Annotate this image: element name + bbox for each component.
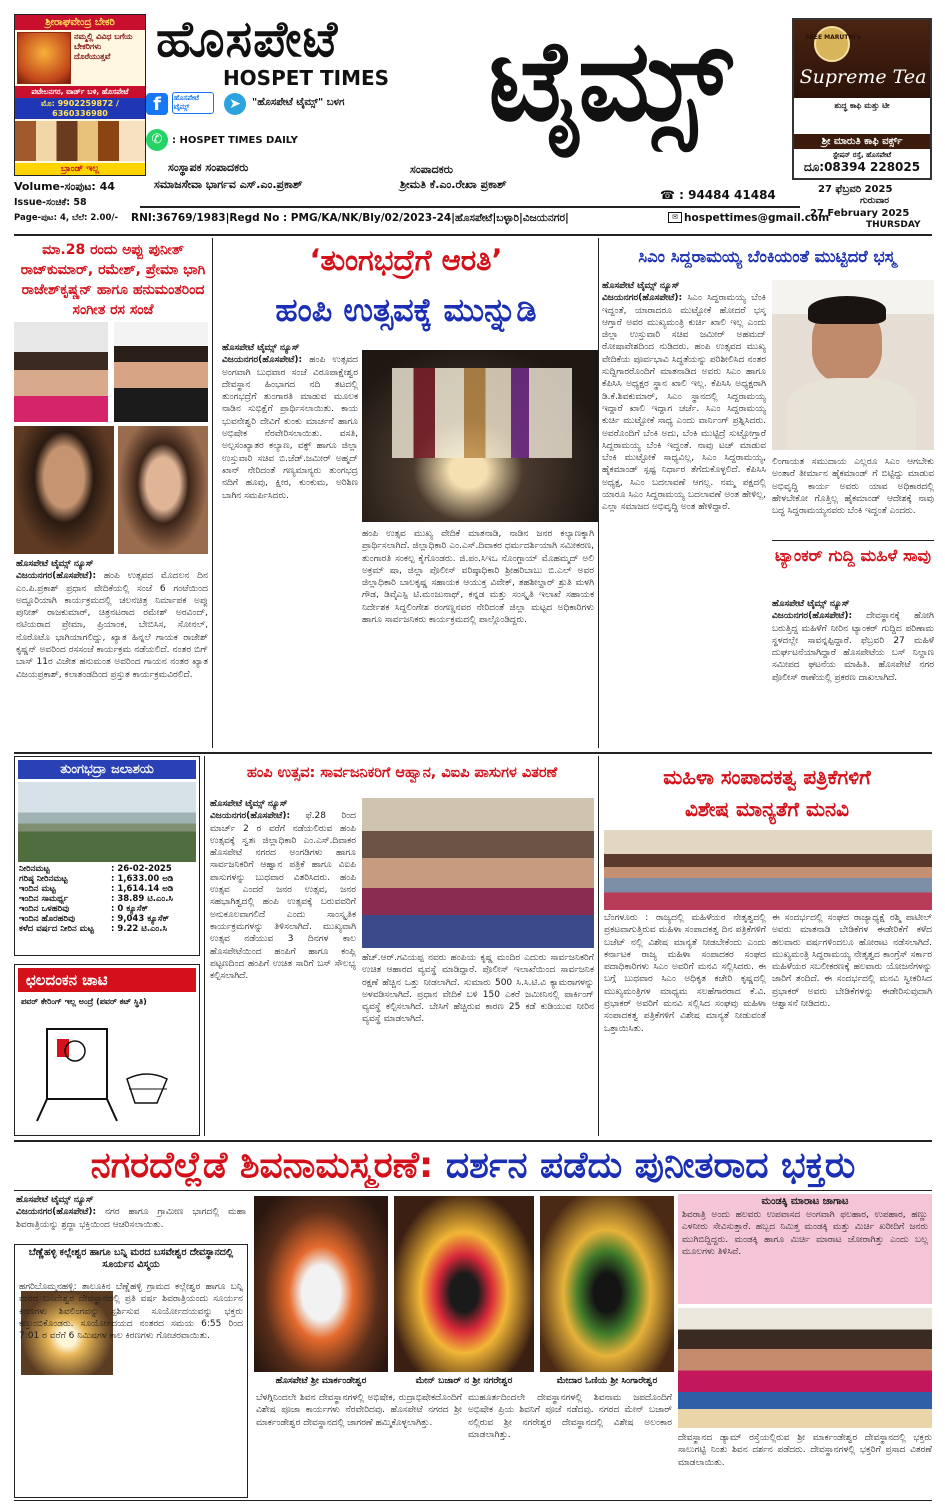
dam-row xyxy=(19,894,195,904)
hampi-pass-dateline: ವಿಜಯನಗರ(ಹೊಸಪೇಟೆ): xyxy=(210,811,291,822)
dam-row-label: ಕಳೆದ ವರ್ಷದ ನೀರಿನ ಮಟ್ಟ xyxy=(19,924,94,934)
mandakki-body: ಶಿವರಾತ್ರಿ ಅಂದು ಹಲವರು ಉಪವಾಸದ ಅಂಗವಾಗಿ ಫಲಹಾರ, ಉಪಹಾರ, ಹಣ್ಣು ಎಳನೀರು ಸೇವಿಸುತ್ತಾರೆ. ಹಬ್ಬದ ನಿಮಿತ್ತ ಮಂಡಕ್ಕಿ ಮತ್ತು ಮಿರ್ಚಿ ಖರೀದಿಗೆ ಜನರು ಮುಗಿಬಿದ್ದಿದ್ದರು. ಮಂಡಕ್ಕಿ ಹಾಗೂ ಮಿರ್ಚಿ ಮಾರಾಟ ಜೋರಾಗಿತ್ತು ಎಂದು ಬಲ್ಲ ಮೂಲಗಳು ತಿಳಿಸಿವೆ. xyxy=(682,1210,928,1257)
right-ad-brand: Supreme Tea xyxy=(799,66,927,88)
banner-part1: ನಗರದೆಲ್ಲೆಡೆ ಶಿವನಾಮಸ್ಮರಣೆ: xyxy=(90,1145,434,1186)
volume: Volume-ಸಂಪುಟ: 44 xyxy=(14,180,115,193)
center-story-col-b: ಹಂಪಿ ಉತ್ಸವ ಮುಖ್ಯ ವೇದಿಕೆ ಮಾತನಾಡಿ, ನಾಡಿನ ಜನರ ಕಲ್ಯಾಣಕ್ಕಾಗಿ ಪ್ರಾರ್ಥಿಸಲಾಗಿದೆ. ಜಿಲ್ಲಾಧಿಕಾರಿ ಎಂ.ಎಸ್.ದಿವಾಕರ ಧರ್ಮದರ್ಶಿಯಾಗಿ ಸಮೀಕರಣ, ತುಂಗಾರತಿ ಸಂಕಲ್ಪ ಕೈಗೊಂಡರು. ಜಿ.ಪಂ.ಸಿಇಒ ನೊಂಗ್ಜಾಯ್ ಮೊಹಮ್ಮದ್ ಅಲಿ ಅಕ್ರಮ್ ಷಾ, ಜಿಲ್ಲಾ ಪೊಲೀಸ್ ವರಿಷ್ಠಾಧಿಕಾರಿ ಶ್ರೀಹರಿಬಾಬು ಬಿ.ಎಲ್ ಅವರ ಜಿಲ್ಲಾಧಿಕಾರಿ ಬಾಲಕೃಷ್ಣ ಸಹಾಯಕ ಆಯುಕ್ತ ವಿವೇಕ್, ತಹಶೀಲ್ದಾರ್ ಶ್ರುತಿ ಮಳಗಿ ಗೌಡ, ಡಿವೈಎಸ್ಪಿ ಟಿ.ಮಂಜುನಾಥ್, ಕನ್ನಡ ಮತ್ತು ಸಂಸ್ಕೃತಿ ಇಲಾಖೆ ಸಹಾಯಕ ನಿರ್ದೇಶಕ ಸಿದ್ದಲಿಂಗೇಶ ರಂಗಣ್ಣನವರ ನೇರಿದಂತೆ ಜಿಲ್ಲಾ ಮಟ್ಟದ ಅಧಿಕಾರಿಗಳು ಹಾಗೂ ಸಾರ್ವಜನಿಕರು ಕಾರ್ಯಕ್ರಮದಲ್ಲಿ ಪಾಲ್ಗೊಂಡಿದ್ದರು. xyxy=(362,529,594,626)
tea-emblem xyxy=(814,26,850,62)
dam-row-value: : 38.89 ಟಿ.ಎಂ.ಸಿ xyxy=(111,894,173,904)
dam-row-value: : 1,633.00 ಅಡಿ xyxy=(111,874,174,884)
hampi-pass-col-a xyxy=(210,798,356,1140)
left-ad-line3: ದೊರೆಯುತ್ತವೆ xyxy=(74,52,111,61)
founder-label: ಸಂಸ್ಥಾಪಕ ಸಂಪಾದಕರು xyxy=(168,161,249,174)
tanker-text: ದೇವಸ್ಥಾನಕ್ಕೆ ಹೋಗಿ ಬರುತ್ತಿದ್ದ ಮಹಿಳೆಗೆ ನೀರಿನ ಟ್ಯಾಂಕರ್ ಗುದ್ದಿದ ಪರಿಣಾಮ ಸ್ಥಳದಲ್ಲೇ ಸಾವನ್ನಪ್ಪಿದ್ದಾರೆ. ಫೆಬ್ರವರಿ 27 ಮಹಿಳೆ ದುರ್ಘಟನೆಯಾಗಿದ್ದಾರೆ ಹೊಸಪೇಟೆಯ ಬಸ್ ನಿಲ್ದಾಣ ಸಮೀಪದ ಘಟನೆಯ ಮಾಹಿತಿ. ಹೊಸಪೇಟೆ ನಗರ ಪೊಲೀಸ್ ಠಾಣೆಯಲ್ಲಿ ಪ್ರಕರಣ ದಾಖಲಾಗಿದೆ. xyxy=(772,611,934,683)
tanker-headline: ಟ್ಯಾಂಕರ್ ಗುದ್ದಿ ಮಹಿಳೆ ಸಾವು xyxy=(772,540,934,568)
section-rule-1 xyxy=(14,752,932,754)
bottom-dateline: ವಿಜಯನಗರ(ಹೊಸಪೇಟೆ): xyxy=(16,1207,97,1218)
cartoon-drawing xyxy=(17,1009,197,1125)
whatsapp-label: : HOSPET TIMES DAILY xyxy=(172,135,298,146)
bottom-col-b: ಮುಹೂರ್ತದಿಂದಲೇ ದೇವಸ್ಥಾನಗಳಲ್ಲಿ ಶಿವನಾಮ ಜಪದೊಂದಿಗೆ ಅಭಿಷೇಕ ಪ್ರಿಯ ಶಿವನಿಗೆ ಪೂಜೆ ನಡೆದವು. ನಗರದ ಮೇನ್ ಬಜಾರ್ ನಲ್ಲಿರುವ ಶ್ರೀ ನಗರೇಶ್ವರ ದೇವಸ್ಥಾನದಲ್ಲಿ ವಿಶೇಷ ಅಲಂಕಾರ ಮಾಡಲಾಗಿತ್ತು. xyxy=(468,1393,672,1440)
masthead-title-kn-right: ಟೈಮ್ಸ್ xyxy=(488,16,732,146)
founder-name: ಸಮಾಜಸೇವಾ ಭಾರ್ಗವ ಎಸ್.ಎಂ.ಪ್ರಕಾಶ್ xyxy=(154,178,303,191)
facebook-icon[interactable]: f xyxy=(146,93,168,115)
cartoon-box xyxy=(14,964,200,1136)
bottom-col-a: ಬೆಳಗ್ಗಿನಿಂದಲೇ ಶಿವನ ದೇವಸ್ಥಾನಗಳಲ್ಲಿ ಅಭಿಷೇಕ, ರುದ್ರಾಭಿಷೇಕದೊಂದಿಗೆ ವಿಶೇಷ ಪೂಜಾ ಕಾರ್ಯಗಳು ನೆರವೇರಿದವು. ಹೊಸಪೇಟೆ ನಗರದ ಶ್ರೀ ಮಾರ್ಕಂಡೇಶ್ವರ ದೇವಸ್ಥಾನದಲ್ಲಿ ಜಾಗರಣೆ ಹಮ್ಮಿಕೊಳ್ಳಲಾಗಿತ್ತು. xyxy=(256,1393,462,1428)
phone-number: ☎ : 94484 41484 xyxy=(660,188,776,202)
left-ad-footer: ಬ್ರಾಂಡ್ ಇಲ್ಲ xyxy=(15,163,145,175)
masthead-rule-top xyxy=(140,206,800,208)
col-rule-1 xyxy=(212,238,213,748)
masthead-title-kn-left: ಹೊಸಪೇಟೆ xyxy=(156,10,339,68)
left-story-text: ಹಂಪಿ ಉತ್ಸವದ ಮೊದಲನ ದಿನ ಎಂ.ಪಿ.ಪ್ರಕಾಶ್ ಪ್ರಧಾನ ವೇದಿಕೆಯಲ್ಲಿ ಸಂಜೆ 6 ಗಂಟೆಯಿಂದ ಅದ್ದೂರಿಯಾಗಿ ಕಾರ್ಯಕ್ರಮದಲ್ಲಿ ಚಲನಚಿತ್ರ ನಿರ್ಮಾಪಕ ಅಪ್ಪು ಪುನೀತ್ ರಾಜಕುಮಾರ್, ಚಿತ್ರನಟರಾದ ರಮೇಶ್ ಅರವಿಂದ್, ನಟಿಯರಾದ ಪ್ರೇಮಾ, ಪ್ರಿಯಾಂಕ, ಬೇಬಿಸಿಸ, ಸೋನಲ್, ನೊರೊಟೊ ಭಾಗಿಯಾಗಲಿದ್ದು, ಖ್ಯಾತ ಹಿನ್ನಲೆ ಗಾಯಕ ರಾಜೇಶ್ ಕೃಷ್ಣನ್ ಅವರಿಂದ ರಸಸಂಜೆ ಕಾರ್ಯಕ್ರಮ ನಡೆಯಲಿದೆ. ನಂತರ ಬಿಗ್ ಬಾಸ್ 11ರ ವಿಜೇತ ಹನುಮಂತ ಅವರಿಂದ ಗಾಯನ ನಂತರ ಖ್ಯಾತ ವಿಜಯಪ್ರಕಾಶ್, ಕಲಾತಂಡದಿಂದ ಪ್ರಸ್ತುತ ಕಾರ್ಯಕ್ರಮವಿರಲಿದೆ. xyxy=(16,571,208,680)
dam-row xyxy=(19,864,195,874)
dam-rows xyxy=(15,862,199,936)
col-rule-4 xyxy=(598,756,599,1136)
hampi-pass-col-b: ಹೆಚ್.ಆರ್.ಗವಿಯಪ್ಪ ನವರು ಹಂಪಿಯ ಕೃಷ್ಣ ಮಂದಿರ ಎದುರು ಸಾರ್ವಜನಿಕರಿಗೆ ಉಚಿತ ಆಹಾರದ ವ್ಯವಸ್ಥೆ ಮಾಡಿದ್ದಾರೆ. ಪೊಲೀಸ್ ಇಲಾಖೆಯಿಂದ ಸಾರ್ವಜನಿಕ ರಕ್ಷಣೆ ಹೆಚ್ಚಿನ ಒತ್ತು ನೀಡಲಾಗಿದೆ. ಸುಮಾರು 500 ಸಿ.ಸಿ.ಟಿ.ವಿ ಕ್ಯಾಮರಾಗಳನ್ನು ಅಳವಡಿಸಲಾಗಿದೆ. ಪ್ರಧಾನ ವೇದಿಕೆ ಬಳಿ 150 ಎಕರೆ ಜಮೀನಿನಲ್ಲಿ ಪಾರ್ಕಿಂಗ್ ವ್ಯವಸ್ಥೆ ಕಲ್ಪಿಸಲಾಗಿದೆ. ಬೇಸಿಗೆ ಹೆಚ್ಚಿರುವ ಕಾರಣ 25 ಕಡೆ ಕುಡಿಯುವ ನೀರಿನ ವ್ಯವಸ್ಥೆ ಮಾಡಲಾಗಿದೆ. xyxy=(362,953,594,1025)
minister-photo xyxy=(772,280,934,450)
bottom-byline: ಹೊಸಪೇಟೆ ಟೈಮ್ಸ್ ನ್ಯೂಸ್ xyxy=(16,1195,94,1205)
hampi-pass-byline: ಹೊಸಪೇಟೆ ಟೈಮ್ಸ್ ನ್ಯೂಸ್ xyxy=(210,799,288,809)
dam-row-value: : 1,614.14 ಅಡಿ xyxy=(111,884,174,894)
bottom-intro-text: ನಗರ ಹಾಗೂ ಗ್ರಾಮೀಣ ಭಾಗದಲ್ಲಿ ಮಹಾ ಶಿವರಾತ್ರಿಯನ್ನು ಶ್ರದ್ಧಾ ಭಕ್ತಿಯಿಂದ ಆಚರಿಸಲಾಯಿತು. xyxy=(16,1207,246,1230)
date-en: 27 February 2025 xyxy=(810,208,910,219)
temple-caption-3: ಮೇದಾರ ಓಣಿಯ ಶ್ರೀ ಸಿಂಗಾರೇಶ್ವರ xyxy=(556,1376,658,1386)
right-ad-phone: ದೂ:08394 228025 xyxy=(803,160,921,174)
left-story-body xyxy=(16,558,208,742)
left-story-dateline: ವಿಜಯನಗರ(ಹೊಸಪೇಟೆ): xyxy=(16,571,97,582)
deity-image xyxy=(17,32,71,84)
right-ad-line1: ಶುದ್ಧ ಕಾಫಿ ಮತ್ತು ಟೀ xyxy=(834,101,890,110)
right-ad xyxy=(792,18,932,180)
temple-caption-2: ಮೇನ್ ಬಜಾರ್ ನ ಶ್ರೀ ನಗರೇಶ್ವರ xyxy=(415,1376,513,1386)
right-story-text-b: ಅವರೊಂದಿಗೆ ಬೆಂಕಿ ಅದು, ಬೆಂಕಿ ಮುಟ್ಟಿದ್ರೆ ಸುಟ್ಟೋಗ್ತಾರೆ ಸಿದ್ದರಾಮಯ್ಯ ಬೆಂಕಿ ಇದ್ದಂತೆ. ನಾವು ಟಚ್ ಮಾಡುವ ಬೆಂಕಿ ಮುಟ್ಟೋಕೆ ಸಾಧ್ಯವಿಲ್ಲ, ಸಿಎಂ ಸಿದ್ದರಾಮಯ್ಯ, ಹೈಕಮಾಂಡ್ ಸ್ಪಷ್ಟ ನಿರ್ಧಾರ ತೆಗೆದುಕೊಳ್ಳಲಿದೆ. ಕೆಪಿಸಿಸಿ ಅಧ್ಯಕ್ಷ, ಸಿಎಂ ಬದಲಾವಣೆ ಆಗಲ್ಲ. ನಮ್ಮ ಪಕ್ಷದಲ್ಲಿ ಯಾರೂ ಸಿಎಂ ಸಿದ್ದರಾಮಯ್ಯ ಬದಲಾವಣೆ ಅಂತ ಹೇಳಿಲ್ಲ, ಎಲ್ಲಾ ಸಮಾಜದ ಅಭಿವೃದ್ಧಿ ಅಂತ ಹೇಳಿದ್ದಾರೆ. xyxy=(602,428,766,513)
women-headline-2: ವಿಶೇಷ ಮಾನ್ಯತೆಗೆ ಮನವಿ xyxy=(685,797,849,821)
bottom-col-c: ದೇವಸ್ಥಾನದ ಡ್ಯಾಮ್ ರಸ್ತೆಯಲ್ಲಿರುವ ಶ್ರೀ ಮಾರ್ಕಂಡೇಶ್ವರ ದೇವಸ್ಥಾನದಲ್ಲಿ ಭಕ್ತರು ಸಾಲುಗಟ್ಟಿ ನಿಂತು ಶಿವನ ದರ್ಶನ ಪಡೆದರು. ದೇವಸ್ಥಾನಗಳಲ್ಲಿ ಭಕ್ತರಿಗೆ ಪ್ರಸಾದ ವಿತರಣೆ ಮಾಡಲಾಯಿತು. xyxy=(678,1433,932,1468)
right-story-col-c: ಲಿಂಗಾಯತ ಸಮುದಾಯ ಎಲ್ಲರೂ ಸಿಎಂ ಆಗಬೇಕು ಅಂತಾರೆ ತೀರ್ಮಾನ ಹೈಕಮಾಂಡ್ ಗೆ ಬಿಟ್ಟಿದ್ದು ಮಾಡುವ ಅಭಿವೃದ್ಧಿ ಕಾರ್ಯ ಅವರು ಯಾವ ಅಧಿಕಾರದಲ್ಲಿ ಹೇಳಬೇಕೋ ಗೊತ್ತಿಲ್ಲ ಹೈಕಮಾಂಡ್ ಆದೇಶಕ್ಕೆ ನಾವು ಬದ್ಧ ಸಿದ್ದರಾಮಯ್ಯನವರು ಬೆಂಕಿ ಇದ್ದಂತೆ ಎಂದರು. xyxy=(772,457,934,517)
facebook-label: ಹೊಸಪೇಟೆ ಟೈಮ್ಸ್ xyxy=(172,92,214,114)
cartoon-caption: ಪವರ್ ಕೇರಿಂಗ್ ಇಲ್ಲ ಅಂದ್ರೆ (ಪವರ್ ಕಟ್ ಸ್ಥಿತಿ) xyxy=(21,997,147,1006)
center-story-kicker: ‘ತುಂಗಭದ್ರೆಗೆ ಆರತಿ’ xyxy=(309,243,503,277)
bottom-sub-body: ಹಗರಿಬೊಮ್ಮನಹಳ್ಳಿ: ತಾಲೂಕಿನ ಬೆಣ್ಣೆಹಳ್ಳಿ ಗ್ರಾಮದ ಕಲ್ಲೇಶ್ವರ ಹಾಗೂ ಬನ್ನಿ ಮರದ ಬಸವೇಶ್ವರ ದೇವಸ್ಥಾನದಲ್ಲಿ ಪ್ರತಿ ವರ್ಷ ಶಿವರಾತ್ರಿಯಂದು ಸೂರ್ಯನ ಕಿರಣಗಳು ಶಿವಲಿಂಗವನ್ನು ಸ್ಪರ್ಶಿಸುವ ಸೂರ್ಯೋದಯವನ್ನು ಭಕ್ತರು ಕಣ್ತುಂಬಿಕೊಂಡರು. ಸೂರ್ಯೋದಯದ ನಂತರದ ಸಮಯ 6:55 ರಿಂದ 7:01 ರ ವರೆಗೆ 6 ನಿಮಿಷಗಳ ಕಾಲ ಕಿರಣಗಳು ಗೋಚರವಾಯಿತು. xyxy=(19,1282,243,1342)
registration-line: RNI:36769/1983|Regd No : PMG/KA/NK/Bly/02/2023-24|ಹೊಸಪೇಟೆ|ಬಳ್ಳಾರಿ|ವಿಜಯನಗರ| xyxy=(131,212,569,224)
telegram-icon[interactable]: ➤ xyxy=(224,93,246,115)
right-ad-address: ಸ್ಟೇಷನ್ ರಸ್ತೆ, ಹೊಸಪೇಟೆ xyxy=(832,151,892,159)
left-ad-line2: ನಮ್ಮಲ್ಲಿ ವಿವಿಧ ಬಗೆಯ ಬೇಕರಿಗಳು xyxy=(74,32,133,51)
center-story-headline: ಹಂಪಿ ಉತ್ಸವಕ್ಕೆ ಮುನ್ನುಡಿ xyxy=(275,291,537,329)
email-icon[interactable]: ✉ xyxy=(668,212,682,223)
center-story-col-a xyxy=(222,342,358,528)
dam-row-label: ಇಂದಿನ ಸಾಮರ್ಥ್ಯ xyxy=(19,894,69,904)
dam-row xyxy=(19,884,195,894)
pages-price: Page-ಪುಟ: 4, ಬೆಲೆ: 2.00/- xyxy=(14,213,119,223)
dam-row xyxy=(19,904,195,914)
date-kn: 27 ಫೆಬ್ರವರಿ 2025 xyxy=(818,184,893,195)
right-ad-shop: ಶ್ರೀ ಮಾರುತಿ ಕಾಫಿ ವರ್ಕ್ಸ್ xyxy=(794,134,930,149)
email-address[interactable]: hospettimes@gmail.com xyxy=(684,212,830,224)
dam-row xyxy=(19,874,195,884)
bottom-sub-box xyxy=(14,1244,248,1498)
banner-part2: ದರ್ಶನ ಪಡೆದು ಪುನೀತರಾದ ಭಕ್ತರು xyxy=(445,1145,856,1186)
temple-photo-1 xyxy=(254,1196,388,1372)
right-story-text-a: ಸಿಎಂ ಸಿದ್ದರಾಮಯ್ಯ ಬೆಂಕಿ ಇದ್ದಂತೆ, ಯಾರಾದರೂ ಮುಟ್ಟೋಕೆ ಹೋದರೆ ಭಸ್ಮ ಆಗ್ತಾರೆ ಅವರ ಮುಖ್ಯಮಂತ್ರಿ ಕುರ್ಚಿ ಖಾಲಿ ಇಲ್ಲ ಎಂದು ಜಿಲ್ಲಾ ಉಸ್ತುವಾರಿ ಸಚಿವ ಜಮೀರ್ ಅಹಮದ್ ರೋಷಾವೇಶದಿಂದ ನುಡಿದರು. ಹಂಪಿ ಉತ್ಸವದ ಮುಖ್ಯ ವೇದಿಕೆಯ ಪೂರ್ವಭಾವಿ ಸಿದ್ಧತೆಯನ್ನು ಪರಿಶೀಲಿಸಿದ ನಂತರ ಸುದ್ದಿಗಾರರೊಂದಿಗೆ ಮಾತನಾಡಿದ ಅವರು ಸಿಎಂ ಹಾಗೂ ಕೆಪಿಸಿಸಿ ಅಧ್ಯಕ್ಷರ ಸ್ಥಾನ ಖಾಲಿ ಇಲ್ಲ. ಕೆಪಿಸಿಸಿ ಅಧ್ಯಕ್ಷರಾಗಿ ಡಿ.ಕೆ.ಶಿವಕುಮಾರ್, ಸಿಎಂ ಸ್ಥಾನದಲ್ಲಿ ಸಿದ್ದರಾಮಯ್ಯ ಇದ್ದಾರೆ ಖಾಲಿ ಇದ್ದಾಗ ಚರ್ಚೆ. ಸಿಎಂ ಸಿದ್ದರಾಮಯ್ಯ ಕುರ್ಚಿ ಮುಟ್ಟೋಕೆ ಸಾಧ್ಯ ಎಂದು ವಾರ್ನಿಂಗ್ ಪ್ರಶ್ನಿಸಿದರು. xyxy=(602,293,766,427)
dam-row-label: ನೀರಿನಮಟ್ಟ xyxy=(19,864,50,874)
hampi-pass-text-a: ಫೆ.28 ರಿಂದ ಮಾರ್ಚ್ 2 ರ ವರೆಗೆ ನಡೆಯಲಿರುವ ಹಂಪಿ ಉತ್ಸವಕ್ಕೆ ಸ್ವತಃ ಜಿಲ್ಲಾಧಿಕಾರಿ ಎಂ.ಎಸ್.ದಿವಾಕರ ಹೊಸಪೇಟೆ ನಗರದ ಅಂಗಡಿಗಳು ಹಾಗೂ ಸಾರ್ವಜನಿಕರಿಗೆ ಆಹ್ವಾನ ಪತ್ರಿಕೆ ಹಾಗೂ ವಿಐಪಿ ಪಾಸುಗಳನ್ನು ಬುಧವಾರ ವಿತರಿಸಿದರು. ಹಂಪಿ ಉತ್ಸವ ಎಂದರೆ ಜನರ ಉತ್ಸವ, ಜನರ ಸಹಭಾಗಿತ್ವದಲ್ಲಿ ಹಂಪಿ ಉತ್ಸವಕ್ಕೆ ಬರುವವರಿಗೆ ಅನುಕೂಲವಾಗಲಿದೆ ಎಂದು ಸಾಂಸ್ಕೃತಿಕ ಕಾರ್ಯಕ್ರಮಗಳನ್ನು ತಿಳಿಸಲಾಗಿದೆ. ಮುಖ್ಯವಾಗಿ ಉತ್ಸವ ನಡೆಯುವ 3 ದಿನಗಳ ಕಾಲ ಹೊಸಪೇಟೆಯಿಂದ ಹಂಪಿಗೆ ಹಾಗೂ ಕಂಪ್ಲಿ ಪಟ್ಟಣದಿಂದ ಹಂಪಿಗೆ ಉಚಿತ ಸಾರಿಗೆ ಬಸ್ ಸೌಲಭ್ಯ ಕಲ್ಪಿಸಲಾಗಿದೆ. xyxy=(210,811,356,982)
tungarathi-photo xyxy=(362,350,598,522)
temple-caption-1: ಹೊಸಪೇಟೆ ಶ್ರೀ ಮಾರ್ಕಂಡೇಶ್ವರ xyxy=(275,1376,367,1386)
dam-row-label: ಗರಿಷ್ಠ ನೀರಿನಮಟ್ಟ xyxy=(19,874,68,884)
right-ad-brand-top: SREE MARUTHI's xyxy=(804,34,862,41)
center-story-byline: ಹೊಸಪೇಟೆ ಟೈಮ್ಸ್ ನ್ಯೂಸ್ xyxy=(222,343,300,353)
dam-row-label: ಇಂದಿನ ಒಳಹರಿವು xyxy=(19,904,70,914)
temple-photo-2 xyxy=(394,1196,534,1372)
dam-row xyxy=(19,914,195,924)
left-photo-actress xyxy=(118,426,208,554)
dam-row-value: : 9.22 ಟಿ.ಎಂ.ಸಿ xyxy=(111,924,168,934)
banner-headline xyxy=(14,1144,932,1188)
devotees-queue-photo xyxy=(678,1308,932,1428)
left-ad-phone: ಮೊ: 9902259872 / 6360336980 xyxy=(15,98,145,119)
dam-row-value: : 9,043 ಕ್ಯೂಸೆಕ್ xyxy=(111,914,170,924)
day-kn: ಗುರುವಾರ xyxy=(860,196,890,206)
dam-box-title: ತುಂಗಭದ್ರಾ ಜಲಾಶಯ xyxy=(18,760,196,779)
telegram-label: "ಹೊಸಪೇಟೆ ಟೈಮ್ಸ್" ಬಳಗ xyxy=(252,97,345,108)
center-story-text-a: ಹಂಪಿ ಉತ್ಸವದ ಅಂಗವಾಗಿ ಬುಧವಾರ ಸಂಜೆ ವಿರೂಪಾಕ್ಷೇಶ್ವರ ದೇವಸ್ಥಾನ ಹಿಂಭಾಗದ ನದಿ ತಟದಲ್ಲಿ ತುಂಗಭದ್ರೆಗೆ ತುಂಗಾರತಿ ಮಾಡುವ ಮೂಲಕ ನಾಡಿನ ಸುಭಿಕ್ಷೆಗೆ ಪ್ರಾರ್ಥಿಸಲಾಯಿತು. ಕಾಯ ಭುವನೇಶ್ವರಿ ದೇವಿಗೆ ಕುಂಕು ಮಾರ್ಚನೆ ಹಾಗೂ ಅಭಿಷೇಕ ನೆರವೇರಿಸಲಾಯಿತು. ವಸತಿ, ಅಲ್ಪಸಂಖ್ಯಾತರ ಕಲ್ಯಾಣ, ವಕ್ಫ್ ಹಾಗೂ ಜಿಲ್ಲಾ ಉಸ್ತುವಾರಿ ಸಚಿವ ಬಿ.ಜೆಡ್.ಜಮೀರ್ ಅಹ್ಮದ್ ಖಾನ್ ನೇರಿದಂತೆ ಗಣ್ಯಮಾನ್ಯರು ತುಂಗಭದ್ರ ನದಿಗೆ ಹೂವು, ಕ್ಷೀರ, ಕುಂಕುಮ, ಅರಿಶಿಣ ಬಾಗಿನ ಸಮರ್ಪಿಸಿದರು. xyxy=(222,355,358,501)
tanker-dateline: ವಿಜಯನಗರ(ಹೊಸಪೇಟೆ): xyxy=(772,611,853,622)
col-rule-2 xyxy=(598,238,599,748)
day-en: THURSDAY xyxy=(866,220,921,230)
women-photo xyxy=(604,830,932,910)
left-story-headline: ಮಾ.28 ರಂದು ಅಪ್ಪು ಪುನೀತ್ ರಾಜ್‌ಕುಮಾರ್, ರಮೇಶ್, ಪ್ರೇಮಾ ಭಾಗಿ ರಾಜೇಶ್‌ಕೃಷ್ಣನ್ ಹಾಗೂ ಹನುಮಂತರಿಂದ ಸಂಗೀತ ರಸ ಸಂಜೆ xyxy=(20,242,206,318)
section-rule-2 xyxy=(14,1140,932,1142)
right-story-headline: ಸಿಎಂ ಸಿದ್ದರಾಮಯ್ಯ ಬೆಂಕಿಯಂತೆ ಮುಟ್ಟಿದರೆ ಭಸ್ಮ xyxy=(638,247,896,266)
issue: Issue-ಸಂಚಿಕೆ: 58 xyxy=(14,197,87,208)
right-story-col-a xyxy=(602,280,766,750)
editor-name: ಶ್ರೀಮತಿ ಕೆ.ಎಂ.ರೇಖಾ ಪ್ರಕಾಶ್ xyxy=(400,178,507,191)
bottom-intro xyxy=(16,1194,246,1240)
editor-label: ಸಂಪಾದಕರು xyxy=(410,163,454,176)
page-border-bottom xyxy=(14,1500,932,1501)
left-ad-line1: ಶ್ರೀರಾಘವೇಂದ್ರ ಬೇಕರಿ xyxy=(15,15,145,30)
temple-photo-3 xyxy=(540,1196,674,1372)
tanker-body xyxy=(772,598,934,750)
dam-row xyxy=(19,924,195,934)
col-rule-3 xyxy=(204,756,205,1136)
bottom-sub-head: ಬೆಣ್ಣೆಹಳ್ಳಿ ಕಲ್ಲೇಶ್ವರ ಹಾಗೂ ಬನ್ನಿ ಮರದ ಬಸವೇಶ್ವರ ದೇವಸ್ಥಾನದಲ್ಲಿ ಸೂರ್ಯನ ವಿಸ್ಮಯ xyxy=(28,1247,234,1270)
right-story-dateline: ವಿಜಯನಗರ(ಹೊಸಪೇಟೆ): xyxy=(602,293,683,304)
left-photo-man xyxy=(114,322,208,422)
right-story-byline: ಹೊಸಪೇಟೆ ಟೈಮ್ಸ್ ನ್ಯೂಸ್ xyxy=(602,281,680,291)
hampi-pass-headline: ಹಂಪಿ ಉತ್ಸವ: ಸಾರ್ವಜನಿಕರಿಗೆ ಆಹ್ವಾನ, ವಿಐಪಿ ಪಾಸುಗಳ ವಿತರಣೆ xyxy=(246,765,558,781)
cakes-image xyxy=(15,121,145,161)
mandakki-box xyxy=(678,1194,932,1304)
left-story-byline: ಹೊಸಪೇಟೆ ಟೈಮ್ಸ್ ನ್ಯೂಸ್ xyxy=(16,559,94,569)
women-headline-1: ಮಹಿಳಾ ಸಂಪಾದಕತ್ವ ಪತ್ರಿಕೆಗಳಿಗೆ xyxy=(663,765,871,789)
dam-row-label: ಇಂದಿನ ಮಟ್ಟ xyxy=(19,884,56,894)
left-photo-singer xyxy=(14,426,114,554)
left-ad-line4: ಪಟೇಲನಗರ, ವಾರ್ಡ್ ಬಳಿ, ಹೊಸಪೇಟೆ xyxy=(15,86,145,98)
women-col-b: ಈ ಸಂದರ್ಭದಲ್ಲಿ ಸಂಘದ ರಾಜ್ಯಾಧ್ಯಕ್ಷೆ ರಶ್ಮಿ ಪಾಟೀಲ್ ಅವರು ಮಾತನಾಡಿ ಬೇಡಿಕೆಗಳ ಈಡೇರಿಕೆಗೆ ಕಳೆದ ಹಲವಾರು ವರ್ಷಗಳಿಂದಲೂ ಹೋರಾಟ ನಡೆಸಲಾಗಿದೆ. ಮುಖ್ಯಮಂತ್ರಿ ಸಿದ್ದರಾಮಯ್ಯ ನೇತೃತ್ವದ ಕಾಂಗ್ರೆಸ್ ಸರ್ಕಾರ ಮಹಿಳೆಯರ ಸಬಲೀಕರಣಕ್ಕೆ ಹಲವಾರು ಯೋಜನೆಗಳನ್ನು ಜಾರಿಗೆ ತಂದಿದೆ. ಈ ಸಂದರ್ಭದಲ್ಲಿ ಮನವಿ ಸ್ವೀಕರಿಸಿದ ಪ್ರಭಾಕರ್ ಅವರು ಬೇಡಿಕೆಗಳನ್ನು ಈಡೇರಿಸುವುದಾಗಿ ಆಶ್ವಾಸನೆ ನೀಡಿದರು. xyxy=(772,913,932,1010)
hampi-pass-photo xyxy=(362,798,594,948)
dam-row-value: : 26-02-2025 xyxy=(111,864,172,874)
whatsapp-icon[interactable]: ✆ xyxy=(146,129,168,151)
dam-box xyxy=(14,756,200,956)
left-ad xyxy=(14,14,146,176)
section-rule-3 xyxy=(14,1190,932,1191)
tanker-byline: ಹೊಸಪೇಟೆ ಟೈಮ್ಸ್ ನ್ಯೂಸ್ xyxy=(772,599,850,609)
women-col-a: ಬೆಂಗಳೂರು : ರಾಜ್ಯದಲ್ಲಿ ಮಹಿಳೆಯರ ನೇತೃತ್ವದಲ್ಲಿ ಪ್ರಕಟವಾಗುತ್ತಿರುವ ಮಹಿಳಾ ಸಂಪಾದಕತ್ವ ದಿನ ಪತ್ರಿಕೆಗಳಿಗೆ ಬಜೆಟ್ ನಲ್ಲಿ ವಿಶೇಷ ಮಾನ್ಯತೆ ನೀಡಬೇಕೆಂದು ಎಂದು ಕರ್ನಾಟಕ ರಾಜ್ಯ ಮಹಿಳಾ ಸಂಪಾದಕರ ಸಂಘದ ಪದಾಧಿಕಾರಿಗಳು ಸಿಎಂ ಅವರಿಗೆ ಮನವಿ ಸಲ್ಲಿಸಿದರು. ಈ ಬಗ್ಗೆ ಬುಧವಾರ ಸಿಎಂ ಅಧಿಕೃತ ಕಚೇರಿ ಕೃಷ್ಣದಲ್ಲಿ ಮುಖ್ಯಮಂತ್ರಿಗಳ ಮಾಧ್ಯಮ ಸಲಹೆಗಾರರಾದ ಕೆ.ವಿ. ಪ್ರಭಾಕರ್ ಅವರಿಗೆ ಮನವಿ ಸಲ್ಲಿಸಿದ ಸಂಘವು ಮಹಿಳಾ ಸಂಪಾದಕತ್ವ ಪತ್ರಿಕೆಗಳಿಗೆ ವಿಶೇಷ ಮಾನ್ಯತೆ ನೀಡುವಂತೆ ಒತ್ತಾಯಿಸಿತು. xyxy=(604,913,766,1034)
center-story-dateline: ವಿಜಯನಗರ(ಹೊಸಪೇಟೆ): xyxy=(222,355,303,366)
dam-photo xyxy=(18,782,196,862)
masthead-title-en: HOSPET TIMES xyxy=(222,66,390,90)
masthead-rule-bottom xyxy=(14,234,932,236)
left-photo-woman xyxy=(14,322,108,422)
cartoon-box-title: ಛಲದಂಕನ ಚಾಟಿ xyxy=(18,968,196,992)
dam-row-label: ಇಂದಿನ ಹೊರಹರಿವು xyxy=(19,914,75,924)
mandakki-head: ಮಂಡಕ್ಕಿ ಮಾರಾಟ ಜಾಗಾಟ xyxy=(761,1196,849,1207)
dam-row-value: : 0 ಕ್ಯೂಸೆಕ್ xyxy=(111,904,149,914)
